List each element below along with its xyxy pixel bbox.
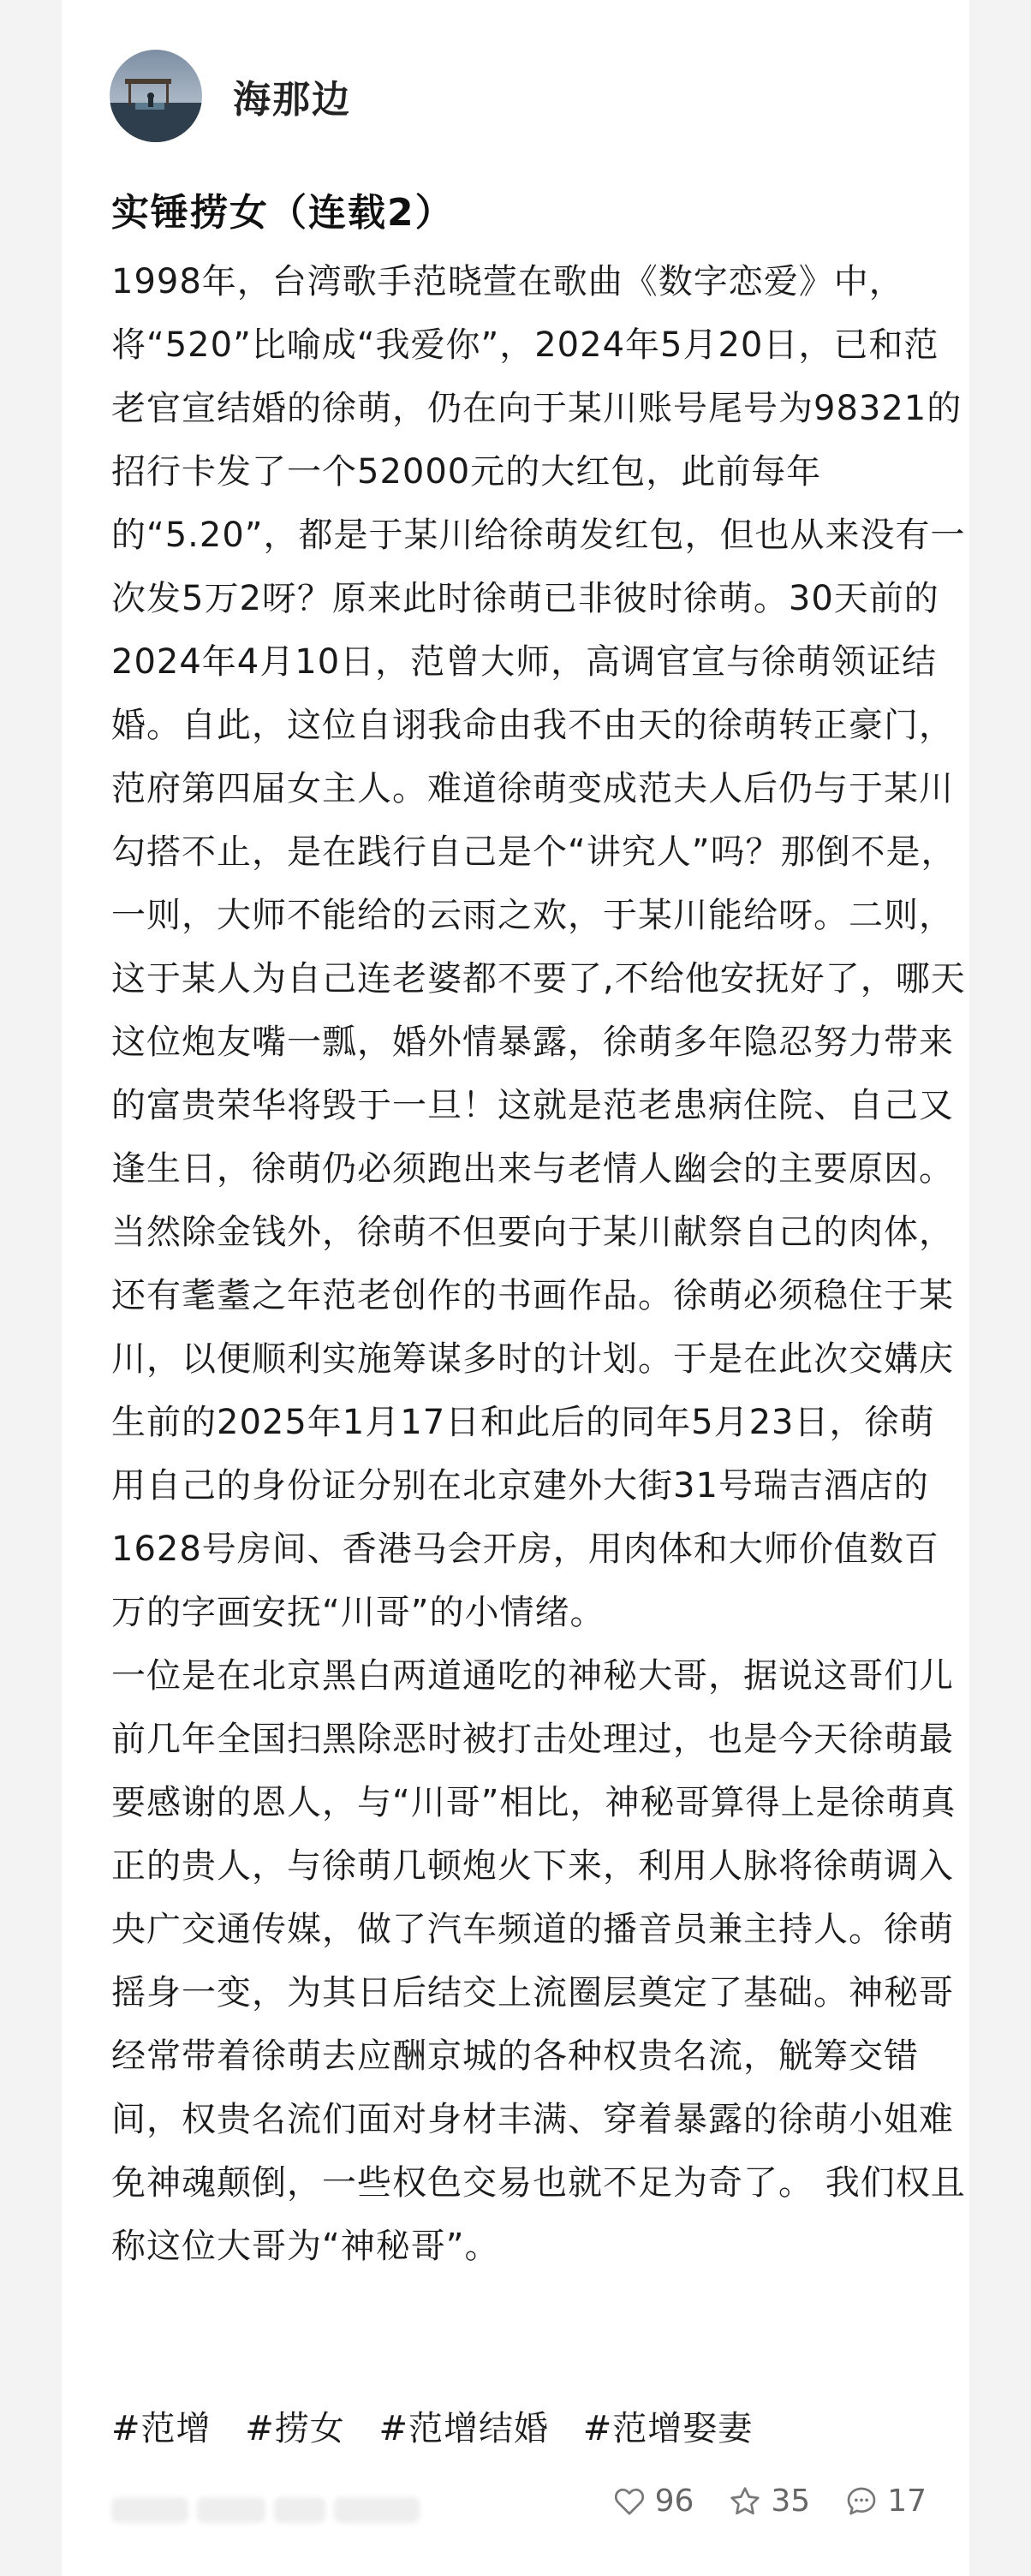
avatar[interactable] (110, 50, 202, 142)
hashtag[interactable]: #捞女 (245, 2409, 345, 2448)
like-button[interactable] (612, 2484, 694, 2519)
favorite-button[interactable] (728, 2484, 810, 2519)
post-body (111, 250, 968, 2278)
post-paragraph-2: 一位是在北京黑白两道通吃的神秘大哥，据说这哥们儿前几年全国扫黑除恶时被打击处理过，也是今天徐萌最要感谢的恩人，与“川哥”相比，神秘哥算得上是徐萌真正的贵人，与徐萌几顿炮火下来，利用人脉将徐萌调入央广交通传媒，做了汽车频道的播音员兼主持人。徐萌摇身一变，为其日后结交上流圈层奠定了基础。神秘哥经常带着徐萌去应酬京城的各种权贵名流，觥筹交错间，权贵名流们面对身材丰满、穿着暴露的徐萌小姐难免神魂颠倒，一些权色交易也就不足为奇了。 我们权且称这位大哥为“神秘哥”。 (111, 1656, 966, 2266)
comment-button[interactable] (844, 2484, 927, 2519)
hashtag[interactable]: #范增 (111, 2409, 212, 2448)
post-paragraph-1: 1998年，台湾歌手范晓萱在歌曲《数字恋爱》中，将“520”比喻成“我爱你”，2024年5月20日，已和范老官宣结婚的徐萌，仍在向于某川账号尾号为98321的招行卡发了一个52000元的大红包，此前每年的“5.20”，都是于某川给徐萌发红包，但也从来没有一次发5万2呀？原来此时徐萌已非彼时徐萌。30天前的2024年4月10日，范曾大师，高调官宣与徐萌领证结婚。自此，这位自诩我命由我不由天的徐萌转正豪门，范府第四届女主人。难道徐萌变成范夫人后仍与于某川勾搭不止，是在践行自己是个“讲究人”吗？那倒不是，一则，大师不能给的云雨之欢，于某川能给呀。二则，这于某人为自己连老婆都不要了,不给他安抚好了，哪天这位炮友嘴一瓢，婚外情暴露，徐萌多年隐忍努力带来的富贵荣华将毁于一旦！这就是范老患病住院、自己又逢生日，徐萌仍必须跑出来与老情人幽会的主要原因。当然除金钱外，徐萌不但要向于某川献祭自己的肉体，还有耄耋之年范老创作的书画作品。徐萌必须稳住于某川，以便顺利实施筹谋多时的计划。于是在此次交媾庆生前的2025年1月17日和此后的同年5月23日，徐萌用自己的身份证分别在北京建外大街31号瑞吉酒店的1628号房间、香港马会开房，用肉体和大师价值数百万的字画安抚“川哥”的小情绪。 (111, 262, 966, 1632)
star-icon (728, 2484, 762, 2519)
blurred-watermark (111, 2497, 454, 2523)
post-card (62, 0, 969, 2576)
heart-icon (612, 2484, 647, 2519)
hashtag[interactable]: #范增娶妻 (582, 2409, 754, 2448)
like-count: 96 (654, 2484, 694, 2519)
author-name[interactable]: 海那边 (233, 78, 351, 122)
comment-count: 17 (887, 2484, 927, 2519)
post-title: 实锤捞女（连载2） (111, 191, 455, 235)
favorite-count: 35 (771, 2484, 811, 2519)
post-actions (612, 2484, 927, 2519)
hashtag-list (111, 2401, 775, 2450)
hashtag[interactable]: #范增结婚 (378, 2409, 549, 2448)
avatar-image (110, 50, 202, 142)
comment-icon (844, 2484, 879, 2519)
